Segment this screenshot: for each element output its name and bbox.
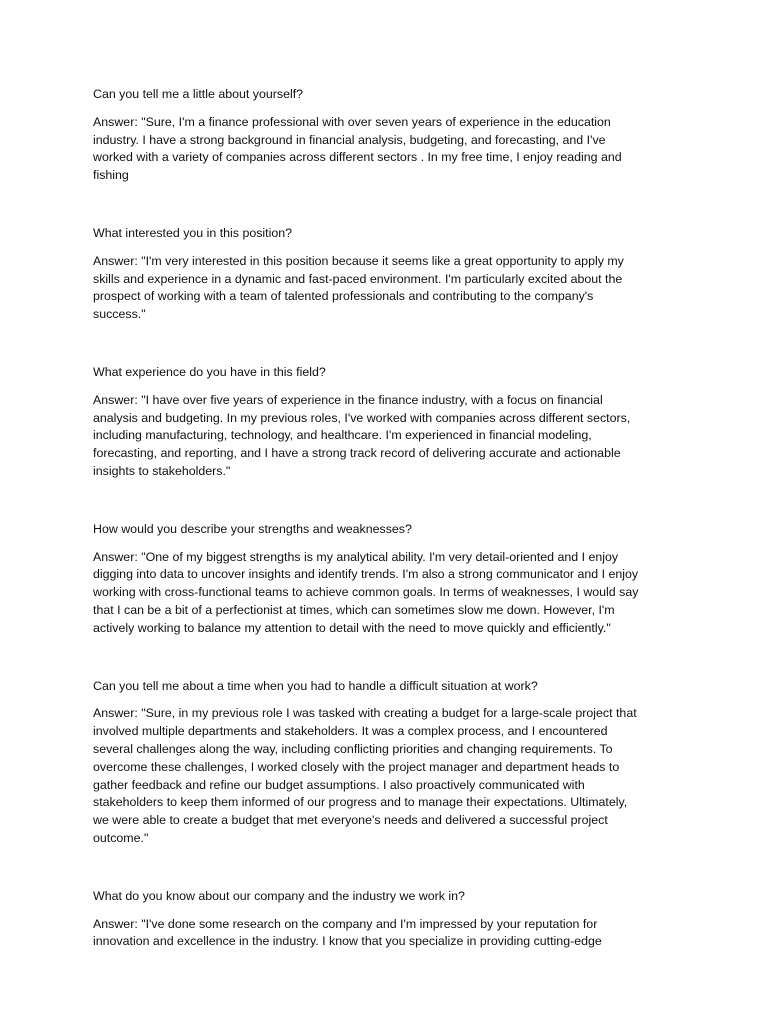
answer-line: several challenges along the way, including conflicting priorities and changing requirements. To <box>93 741 613 756</box>
answer-line: stakeholders to keep them informed of our progress and to manage their expectations. Ultimately, <box>93 795 628 810</box>
answer-line: including manufacturing, technology, and healthcare. I'm experienced in financial modeling, <box>93 428 592 443</box>
answer-line: Answer: "I've done some research on the company and I'm impressed by your reputation for <box>93 916 598 931</box>
question-5: Can you tell me about a time when you had to handle a difficult situation at work? <box>93 678 538 693</box>
answer-line: working with cross-functional teams to achieve common goals. In terms of weaknesses, I would say <box>93 585 639 600</box>
question-2: What interested you in this position? <box>93 225 293 240</box>
question-4: How would you describe your strengths and weaknesses? <box>93 521 412 536</box>
document-page <box>93 86 683 991</box>
answer-1 <box>93 114 683 185</box>
answer-4 <box>93 549 683 638</box>
qa-block-5 <box>93 678 683 848</box>
answer-5 <box>93 705 683 847</box>
qa-block-6 <box>93 888 683 951</box>
answer-line: fishing <box>93 168 129 183</box>
answer-6 <box>93 916 683 952</box>
answer-line: prospect of working with a team of talented professionals and contributing to the company's <box>93 289 594 304</box>
answer-2 <box>93 253 683 324</box>
qa-block-3 <box>93 364 683 481</box>
answer-line: worked with a variety of companies across different sectors . In my free time, I enjoy reading and <box>93 150 622 165</box>
question-3: What experience do you have in this field? <box>93 364 326 379</box>
answer-3 <box>93 392 683 481</box>
answer-line: actively working to balance my attention to detail with the need to move quickly and efficiently." <box>93 620 611 635</box>
answer-line: overcome these challenges, I worked closely with the project manager and department heads to <box>93 759 620 774</box>
answer-line: Answer: "I'm very interested in this position because it seems like a great opportunity to apply my <box>93 253 624 268</box>
answer-line: gather feedback and refine our budget assumptions. I also proactively communicated with <box>93 777 585 792</box>
answer-line: skills and experience in a dynamic and fast-paced environment. I'm particularly excited about the <box>93 271 623 286</box>
answer-line: digging into data to uncover insights and identify trends. I'm also a strong communicator and I enjoy <box>93 567 639 582</box>
qa-block-4 <box>93 521 683 638</box>
answer-line: that I can be a bit of a perfectionist at times, which can sometimes slow me down. However, I'm <box>93 602 615 617</box>
answer-line: innovation and excellence in the industry. I know that you specialize in providing cutting-edge <box>93 934 602 949</box>
answer-line: outcome." <box>93 830 149 845</box>
answer-line: success." <box>93 307 146 322</box>
question-6: What do you know about our company and the industry we work in? <box>93 888 465 903</box>
answer-line: analysis and budgeting. In my previous roles, I've worked with companies across different sectors, <box>93 410 631 425</box>
answer-line: forecasting, and reporting, and I have a strong track record of delivering accurate and actionable <box>93 446 621 461</box>
answer-line: industry. I have a strong background in financial analysis, budgeting, and forecasting, and I've <box>93 132 606 147</box>
answer-line: insights to stakeholders." <box>93 463 231 478</box>
qa-block-1 <box>93 86 683 185</box>
answer-line: Answer: "One of my biggest strengths is my analytical ability. I'm very detail-oriented and I enjoy <box>93 549 619 564</box>
answer-line: we were able to create a budget that met everyone's needs and delivered a successful project <box>93 813 608 828</box>
qa-block-2 <box>93 225 683 324</box>
answer-line: Answer: "I have over five years of experience in the finance industry, with a focus on financial <box>93 392 603 407</box>
answer-line: Answer: "Sure, I'm a finance professional with over seven years of experience in the education <box>93 114 611 129</box>
answer-line: Answer: "Sure, in my previous role I was tasked with creating a budget for a large-scale project that <box>93 706 637 721</box>
question-1: Can you tell me a little about yourself? <box>93 87 304 101</box>
answer-line: involved multiple departments and stakeholders. It was a complex process, and I encountered <box>93 724 608 739</box>
